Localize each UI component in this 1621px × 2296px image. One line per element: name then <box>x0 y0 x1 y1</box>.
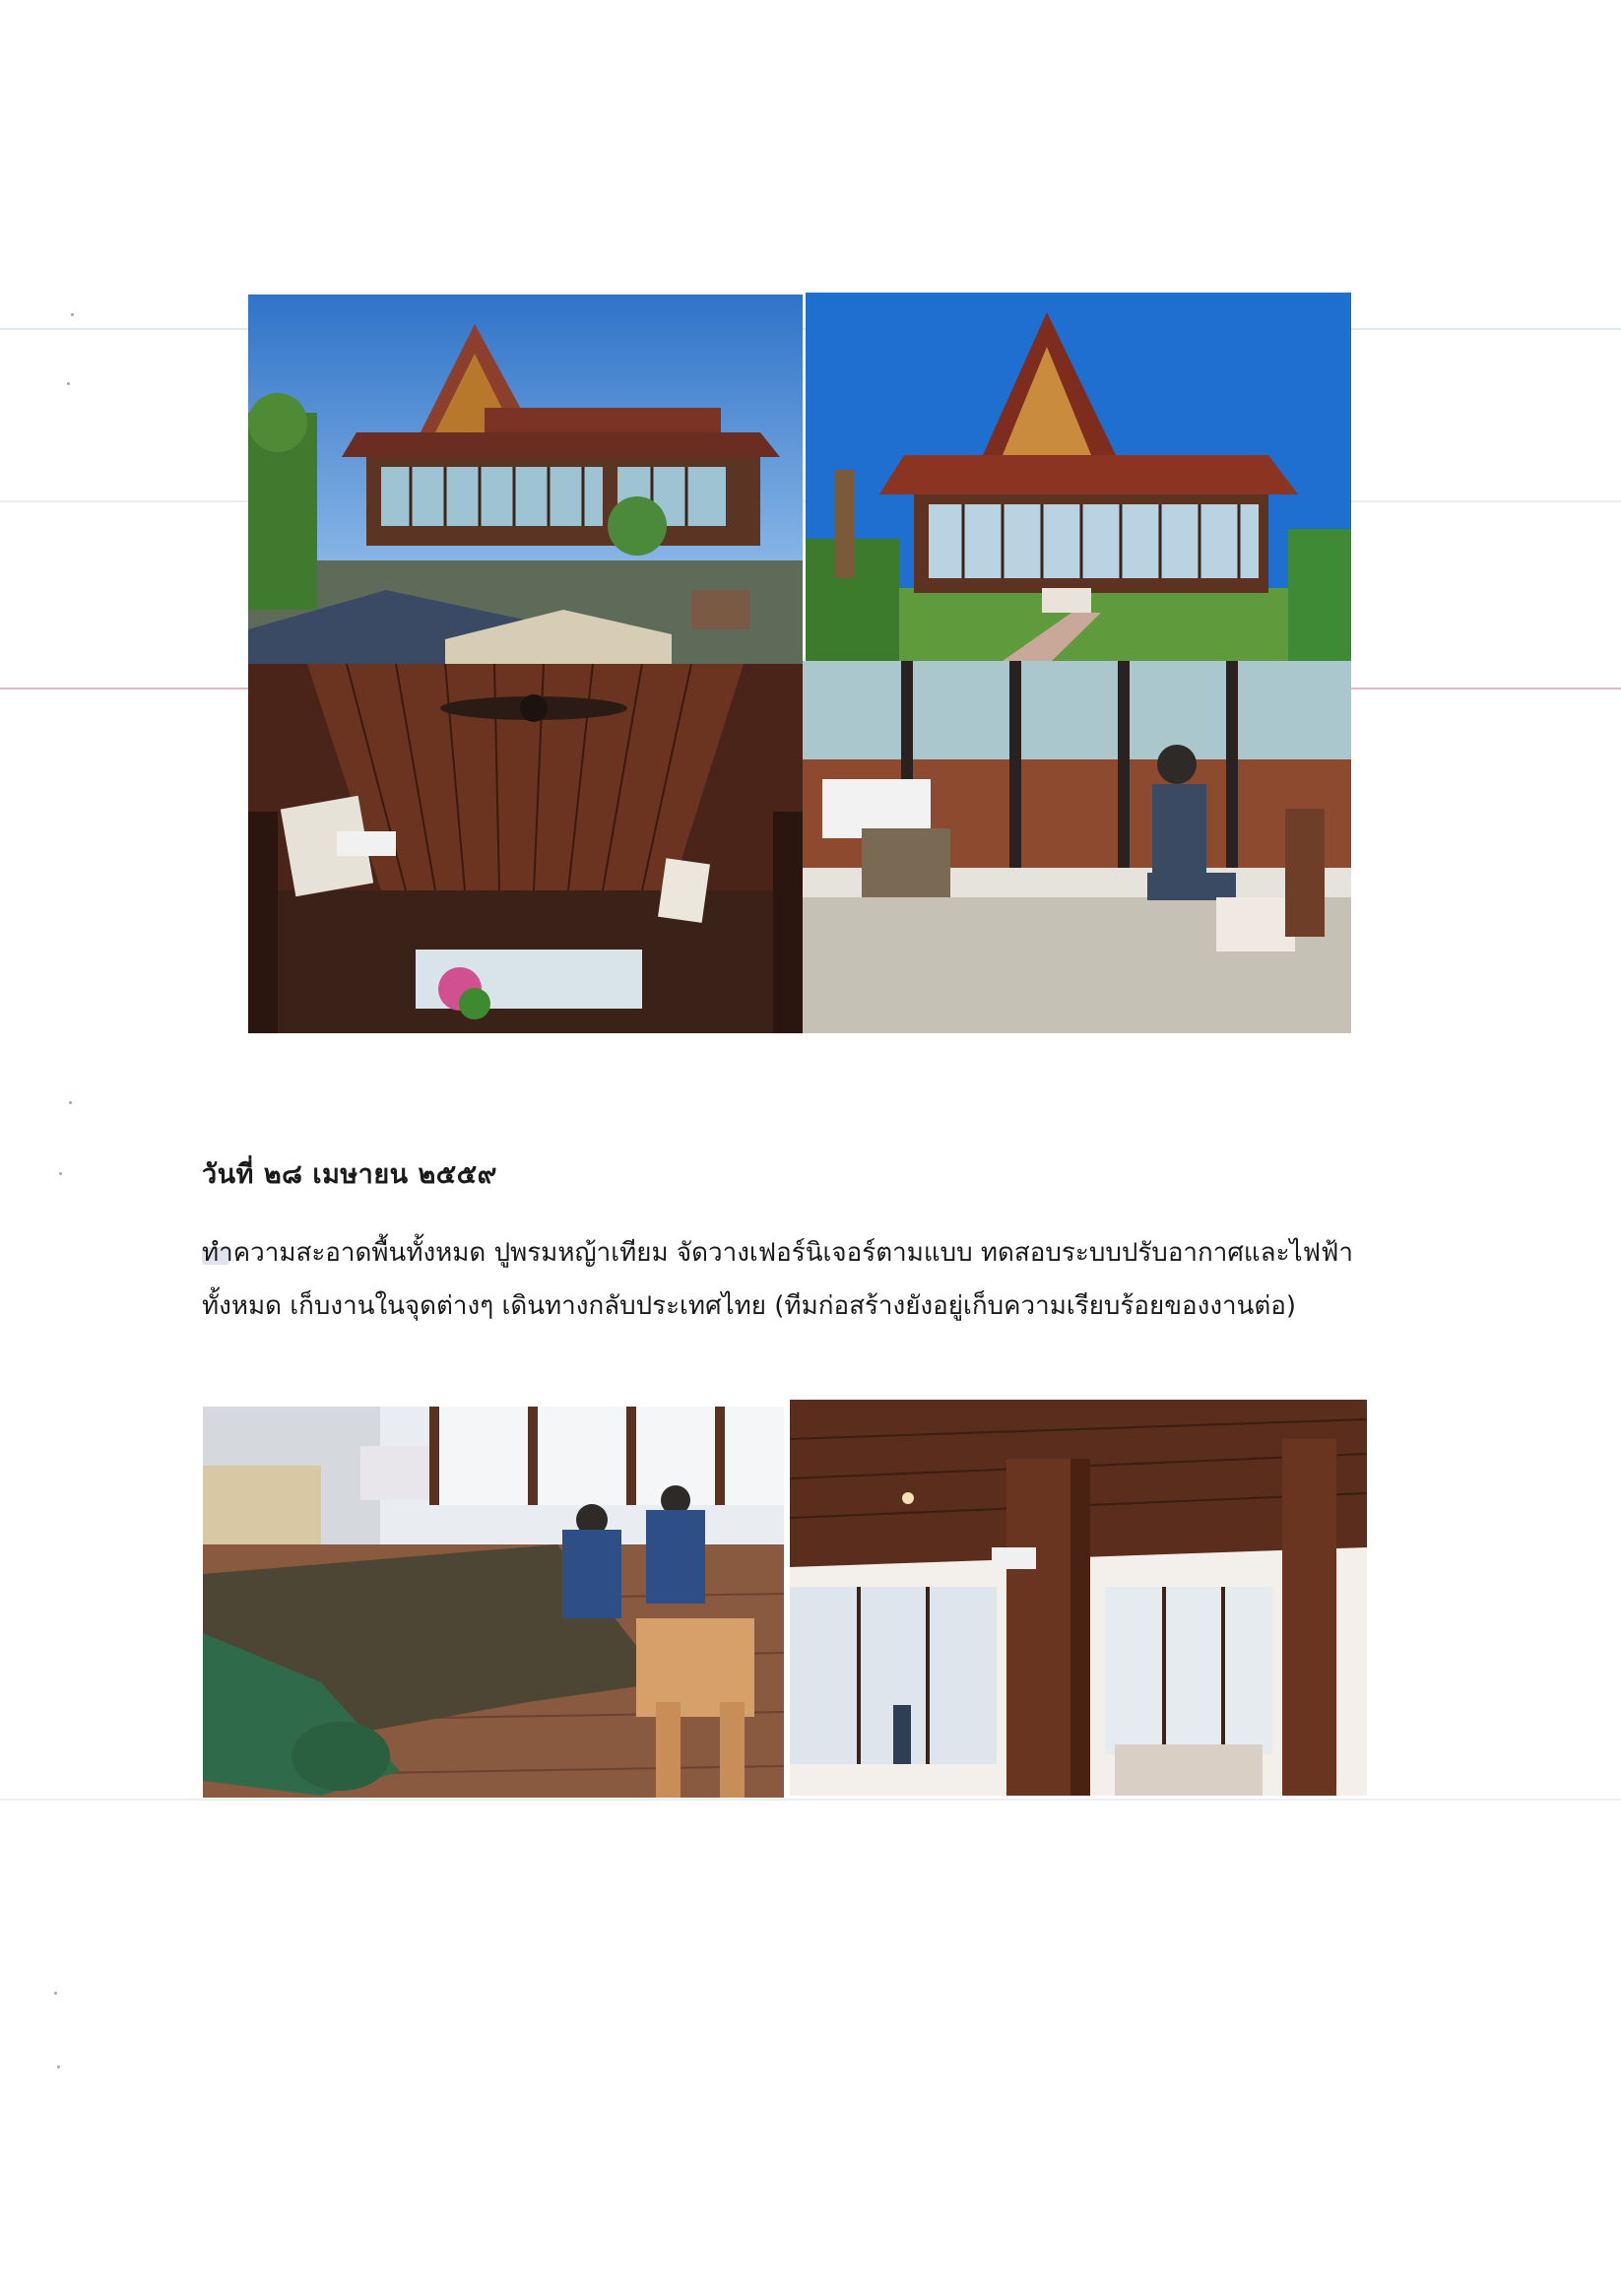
photo-laying-artificial-grass <box>203 1407 784 1798</box>
scan-speck <box>71 313 74 316</box>
scan-speck <box>67 382 70 385</box>
photo-pavilion-completed <box>806 293 1351 661</box>
scan-speck <box>54 1992 57 1995</box>
description-paragraph <box>202 1226 1403 1333</box>
photo-pavilion-construction <box>248 295 803 664</box>
scan-speck <box>59 1172 62 1175</box>
photo-interior-ceiling-fan <box>248 664 803 1033</box>
description-line-1: ทำความสะอาดพื้นทั้งหมด ปูพรมหญ้าเทียม จัดวางเฟอร์นิเจอร์ตามแบบ ทดสอบระบบปรับอากาศและไฟฟ้า <box>202 1238 1354 1268</box>
photo-interior-columns <box>790 1400 1367 1796</box>
photo-worker-installation <box>803 661 1351 1033</box>
scan-line-gray <box>0 1799 1621 1801</box>
date-heading: วันที่ ๒๘ เมษายน ๒๕๕๙ <box>202 1159 497 1190</box>
description-line-2: ทั้งหมด เก็บงานในจุดต่างๆ เดินทางกลับประเทศไทย (ทีมก่อสร้างยังอยู่เก็บความเรียบร้อยของงานต่อ) <box>202 1291 1297 1321</box>
scan-speck <box>57 2066 60 2068</box>
scan-speck <box>69 1101 72 1104</box>
